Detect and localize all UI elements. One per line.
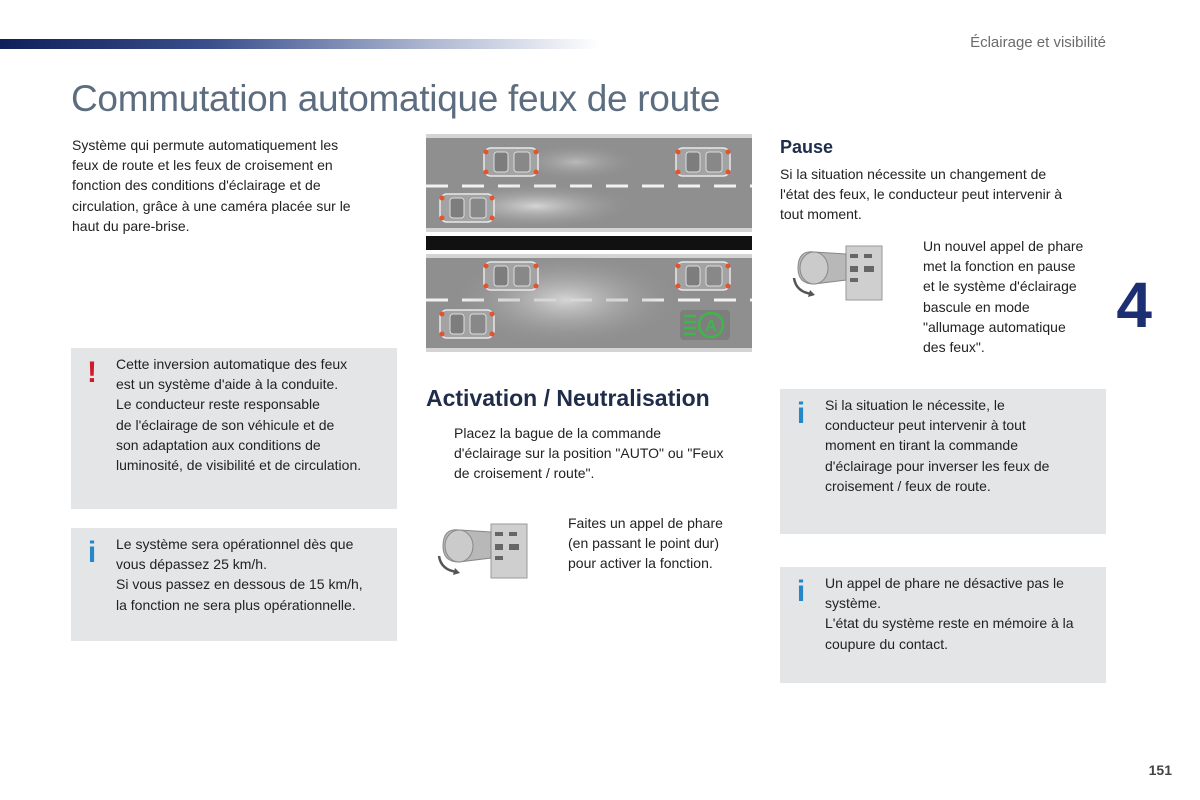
activation-heading: Activation / Neutralisation — [426, 385, 710, 411]
activation-step-1 — [454, 423, 754, 484]
note-line: croisement / feux de route. — [825, 477, 991, 494]
info-note-override — [780, 389, 1106, 534]
pause-intro — [780, 164, 1110, 225]
note-line: Le système sera opérationnel dès que — [116, 536, 354, 552]
lighting-stalk-icon — [429, 518, 533, 580]
pause-step-line: met la fonction en pause — [923, 258, 1076, 275]
page-title: Commutation automatique feux de route — [71, 78, 721, 119]
note-line: Un appel de phare ne désactive pas le — [825, 575, 1064, 591]
pause-step-line: et le système d'éclairage — [923, 278, 1077, 295]
intro-line: haut du pare-brise. — [72, 217, 190, 234]
step-line: Faites un appel de phare — [568, 515, 723, 531]
note-line: moment en tirant la commande — [825, 437, 1018, 454]
chapter-number: 4 — [1116, 269, 1152, 341]
info-note-speed — [71, 528, 397, 641]
intro-line: Système qui permute automatiquement les — [72, 137, 339, 153]
intro-line: circulation, grâce à une caméra placée sur le — [72, 197, 351, 214]
info-icon: i — [87, 536, 97, 569]
step-line: Placez la bague de la commande — [454, 425, 662, 441]
info-note-text — [825, 573, 1098, 654]
note-line: Le conducteur reste responsable — [116, 396, 320, 413]
lighting-stalk-icon — [784, 240, 888, 302]
intro-paragraph — [72, 135, 392, 236]
info-icon: i — [796, 575, 806, 608]
road-illustration — [426, 134, 752, 354]
note-line: la fonction ne sera plus opérationnelle. — [116, 596, 356, 613]
note-line: Si la situation le nécessite, le — [825, 397, 1005, 413]
header-gradient-bar — [0, 39, 600, 49]
info-note-text — [116, 534, 389, 615]
step-line: d'éclairage sur la position "AUTO" ou "Feux — [454, 445, 724, 462]
light-stalk-illustration — [429, 518, 533, 580]
info-note-text — [825, 395, 1098, 496]
note-line: coupure du contact. — [825, 635, 948, 652]
warning-note — [71, 348, 397, 509]
note-line: Cette inversion automatique des feux — [116, 356, 348, 372]
note-line: vous dépassez 25 km/h. — [116, 556, 267, 573]
note-line: luminosité, de visibilité et de circulation. — [116, 457, 362, 474]
step-line: pour activer la fonction. — [568, 555, 713, 572]
pause-step-line: des feux". — [923, 339, 985, 356]
step-line: (en passant le point dur) — [568, 535, 719, 552]
info-note-memory — [780, 567, 1106, 683]
note-line: d'éclairage pour inverser les feux de — [825, 457, 1050, 474]
activation-step-2 — [568, 513, 758, 574]
note-line: Si vous passez en dessous de 15 km/h, — [116, 576, 363, 593]
pause-step — [923, 236, 1113, 357]
auto-high-beam-indicator-icon — [680, 310, 730, 340]
pause-step-line: bascule en mode — [923, 298, 1030, 315]
light-stalk-illustration — [784, 240, 888, 302]
note-line: son adaptation aux conditions de — [116, 436, 321, 453]
auto-indicator-letter: A — [705, 318, 717, 335]
warning-note-text — [116, 354, 389, 475]
step-line: de croisement / route". — [454, 465, 595, 482]
intro-line: fonction des conditions d'éclairage et de — [72, 177, 321, 194]
pause-step-line: Un nouvel appel de phare — [923, 238, 1084, 254]
section-title: Éclairage et visibilité — [970, 34, 1106, 51]
note-line: est un système d'aide à la conduite. — [116, 376, 339, 393]
note-line: système. — [825, 595, 882, 612]
exclamation-icon: ! — [87, 356, 97, 389]
pause-line: Si la situation nécessite un changement de — [780, 166, 1047, 182]
page-number: 151 — [1148, 762, 1172, 778]
info-icon: i — [796, 397, 806, 430]
pause-heading: Pause — [780, 137, 834, 157]
pause-line: tout moment. — [780, 206, 862, 223]
note-line: L'état du système reste en mémoire à la — [825, 615, 1074, 632]
note-line: conducteur peut intervenir à tout — [825, 417, 1026, 434]
intro-line: feux de route et les feux de croisement en — [72, 157, 333, 174]
road-scene-image — [426, 134, 752, 354]
pause-line: l'état des feux, le conducteur peut intervenir à — [780, 186, 1063, 203]
note-line: de l'éclairage de son véhicule et de — [116, 416, 335, 433]
pause-step-line: "allumage automatique — [923, 318, 1066, 335]
